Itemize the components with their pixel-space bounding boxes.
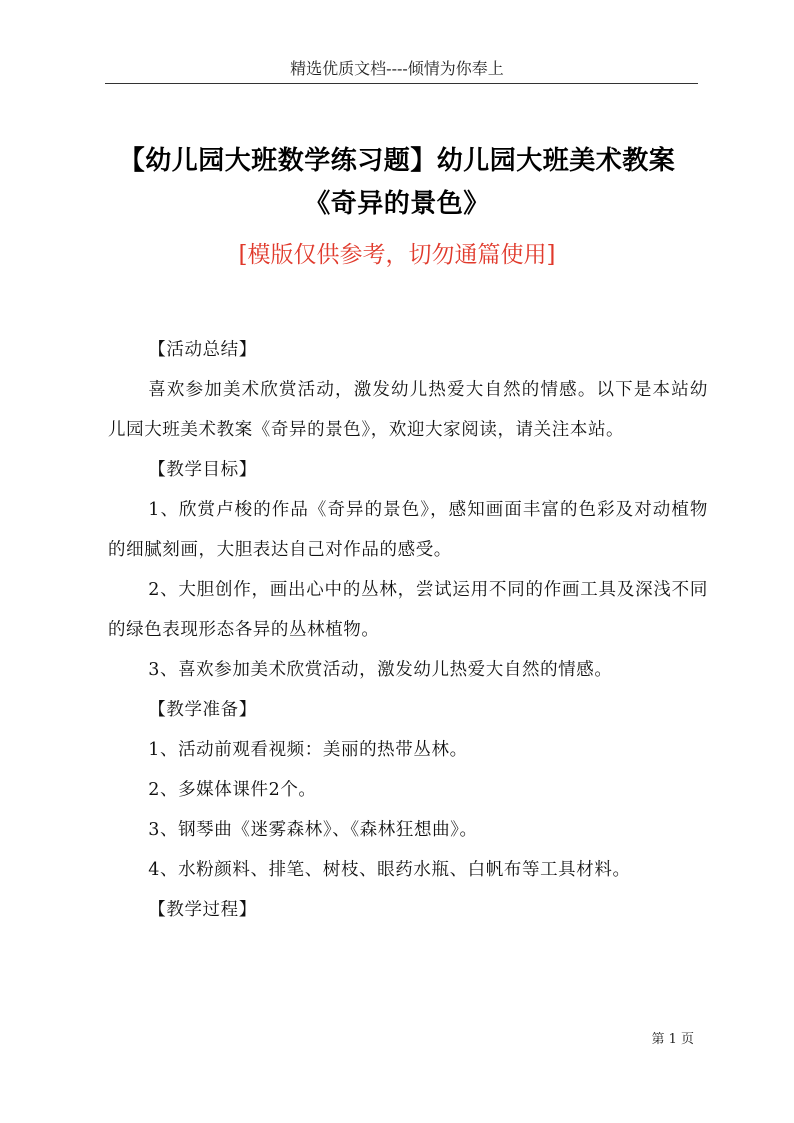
- paragraph-goal-3: 3、喜欢参加美术欣赏活动，激发幼儿热爱大自然的情感。: [148, 660, 613, 680]
- page-header: 精选优质文档----倾情为你奉上: [290, 59, 504, 78]
- paragraph-goal-2: 2、大胆创作，画出心中的丛林，尝试运用不同的作画工具及深浅不同的绿色表现形态各异的丛林植物。: [108, 580, 708, 640]
- document-subtitle: [模版仅供参考，切勿通篇使用]: [238, 242, 556, 268]
- section-heading-summary: 【活动总结】: [148, 340, 257, 360]
- paragraph-prep-4: 4、水粉颜料、排笔、树枝、眼药水瓶、白帆布等工具材料。: [148, 860, 631, 880]
- paragraph-prep-1: 1、活动前观看视频：美丽的热带丛林。: [148, 740, 468, 760]
- paragraph-prep-3: 3、钢琴曲《迷雾森林》、《森林狂想曲》。: [148, 820, 478, 840]
- paragraph-prep-2: 2、多媒体课件2个。: [148, 780, 317, 800]
- paragraph-intro: 喜欢参加美术欣赏活动，激发幼儿热爱大自然的情感。以下是本站幼儿园大班美术教案《奇异的景色》，欢迎大家阅读，请关注本站。: [108, 380, 708, 440]
- section-heading-preparation: 【教学准备】: [148, 700, 257, 720]
- section-heading-process: 【教学过程】: [148, 900, 257, 920]
- header-divider: [105, 83, 698, 84]
- document-body: [108, 330, 708, 930]
- document-title: 【幼儿园大班数学练习题】幼儿园大班美术教案《奇异的景色》: [118, 146, 676, 219]
- page-number: 第 1 页: [651, 1032, 694, 1047]
- paragraph-goal-1: 1、欣赏卢梭的作品《奇异的景色》，感知画面丰富的色彩及对动植物的细腻刻画，大胆表达自己对作品的感受。: [108, 500, 708, 560]
- section-heading-goals: 【教学目标】: [148, 460, 257, 480]
